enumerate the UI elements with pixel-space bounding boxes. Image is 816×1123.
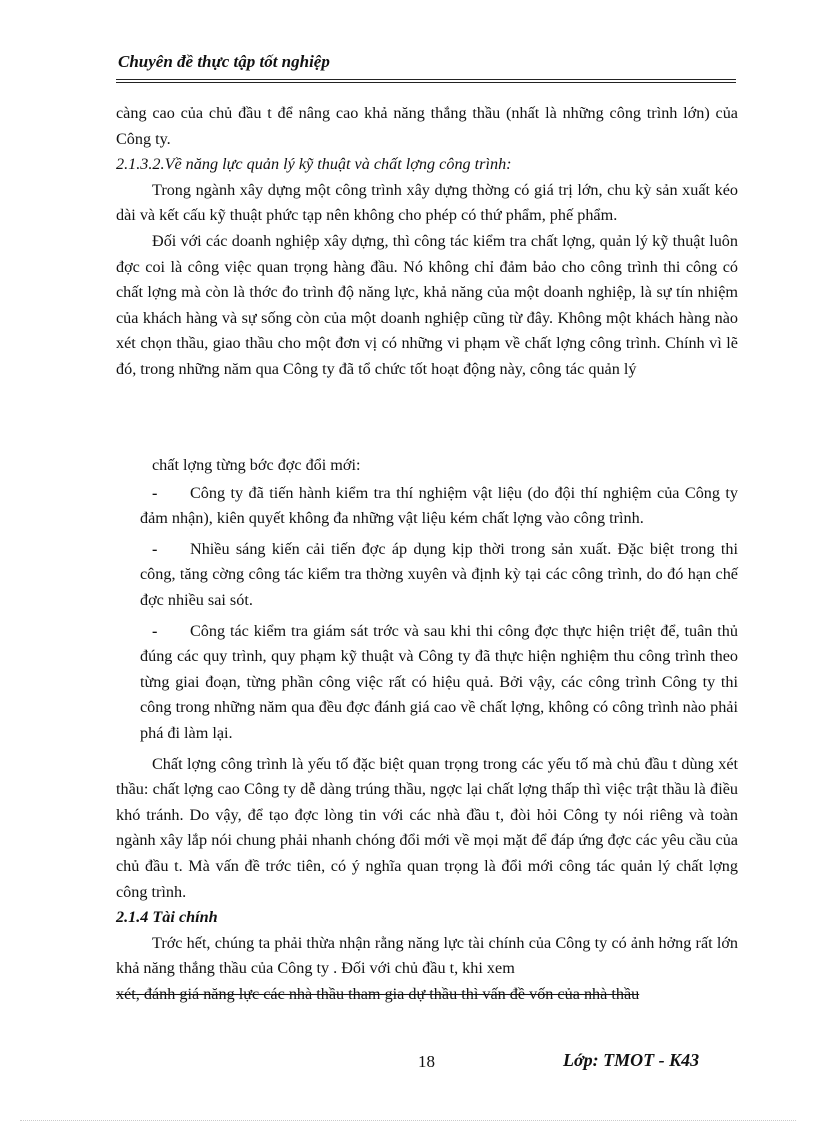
page-number: 18 [418, 1052, 435, 1071]
list-item-text: Nhiều sáng kiến cải tiến đợc áp dụng kịp thời trong sản xuất. Đặc biệt trong thi công, tăng cờng công tác kiểm tra thờng xuyên và định kỳ tại các công trình, do đó hạn chế đợc nhiều sai sót. [140, 539, 738, 609]
text-block-lower [116, 453, 738, 1007]
page-edge-divider [20, 1120, 796, 1121]
paragraph: Trớc hết, chúng ta phải thừa nhận rằng năng lực tài chính của Công ty có ảnh hởng rất lớn khả năng thắng thầu của Công ty . Đối với chủ đầu t, khi xem [116, 933, 738, 978]
bullet-dash: - [152, 539, 158, 558]
class-label: Lớp: TMOT - K43 [563, 1050, 700, 1070]
list-item [140, 537, 738, 614]
bullet-dash: - [152, 621, 158, 640]
list-item [140, 481, 738, 532]
paragraph-continued: càng cao của chủ đầu t để nâng cao khả năng thắng thầu (nhất là những công trình lớn) của Công ty. [116, 104, 738, 148]
list-item-text: Công tác kiểm tra giám sát trớc và sau khi thi công đợc thực hiện triệt để, tuân thủ đúng các quy trình, quy phạm kỹ thuật và Công ty đã thực hiện nghiệm thu công trình theo từng giai đoạn, từng phần công việc rất có hiệu quả. Bởi vậy, các công trình Công ty thi công trong những năm qua đều đợc đánh giá cao về chất lợng, không có công trình nào phải phá đi làm lại. [140, 621, 738, 742]
section-heading: 2.1.4 Tài chính [116, 908, 218, 927]
list-lead-in: chất lợng từng bớc đợc đổi mới: [152, 456, 361, 474]
header-rule-bottom [116, 82, 736, 83]
paragraph-cut-line: xét, đánh giá năng lực các nhà thầu tham gia dự thầu thì vấn đề vốn của nhà thầu [116, 984, 640, 1003]
paragraph: Đối với các doanh nghiệp xây dựng, thì công tác kiểm tra chất lợng, quản lý kỹ thuật luôn đợc coi là công việc quan trọng hàng đầu. Nó không chỉ đảm bảo cho công trình thi công có chất lợng mà còn là thớc đo trình độ năng lực, khả năng của một doanh nghiệp, là sự tín nhiệm của khách hàng và sự sống còn của một doanh nghiệp cũng từ đây. Không một khách hàng nào xét chọn thầu, giao thầu cho một đơn vị có những vi phạm về chất lợng công trình. Chính vì lẽ đó, trong những năm qua Công ty đã tổ chức tốt hoạt động này, công tác quản lý [116, 231, 738, 378]
running-header: Chuyên đề thực tập tốt nghiệp [118, 52, 330, 71]
bullet-dash: - [152, 483, 158, 502]
subsection-heading: 2.1.3.2.Về năng lực quản lý kỹ thuật và chất lợng công trình: [116, 155, 512, 174]
paragraph: Trong ngành xây dựng một công trình xây dựng thờng có giá trị lớn, chu kỳ sản xuất kéo dài và kết cấu kỹ thuật phức tạp nên không cho phép có thứ phẩm, phế phẩm. [116, 180, 738, 225]
header-rule-top [116, 79, 736, 80]
paragraph: Chất lợng công trình là yếu tố đặc biệt quan trọng trong các yếu tố mà chủ đầu t dùng xét thầu: chất lợng cao Công ty dễ dàng trúng thầu, ngợc lại chất lợng thấp thì việc trật thầu là điều khó tránh. Do vậy, để tạo đợc lòng tin với các nhà đầu t, đòi hỏi Công ty nói riêng và toàn ngành xây lắp nói chung phải nhanh chóng đổi mới về mọi mặt để đáp ứng đợc các yêu cầu của chủ đầu t. Mà vấn đề trớc tiên, có ý nghĩa quan trọng là đổi mới công tác quản lý chất lợng công trình. [116, 754, 738, 901]
list-item-text: Công ty đã tiến hành kiểm tra thí nghiệm vật liệu (do đội thí nghiệm của Công ty đảm nhận), kiên quyết không đa những vật liệu kém chất lợng vào công trình. [140, 483, 738, 528]
list-item [140, 619, 738, 747]
text-block-upper [116, 101, 738, 383]
